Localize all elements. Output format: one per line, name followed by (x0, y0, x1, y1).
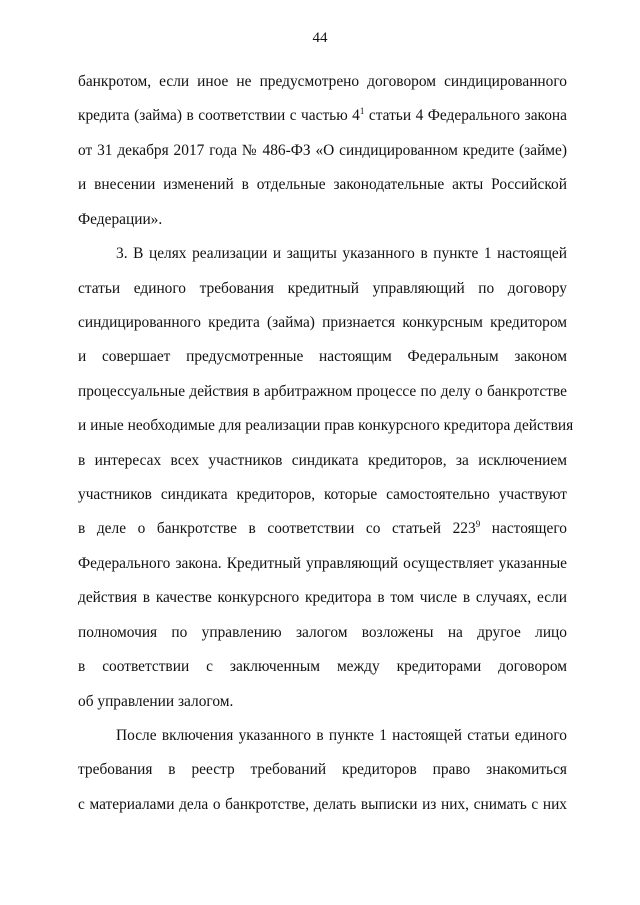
text-line: и внесении изменений в отдельные законодательные акты Российской (78, 176, 567, 193)
text-line: с материалами дела о банкротстве, делать выписки из них, снимать с них (78, 796, 567, 813)
text-line: статьи единого требования кредитный управляющий по договору (78, 280, 567, 297)
text-line: синдицированного кредита (займа) признается конкурсным кредитором (78, 314, 567, 331)
text-line: кредита (займа) в соответствии с частью $4^1$ статьи 4 Федерального закона (78, 106, 567, 124)
page-number: 44 (312, 30, 328, 46)
paragraph-start-line: 3. В целях реализации и защиты указанного в пункте 1 настоящей (116, 245, 567, 262)
text-line: банкротом, если иное не предусмотрено договором синдицированного (78, 73, 567, 90)
text-line: об управлении залогом. (78, 693, 234, 710)
text-line: Федерального закона. Кредитный управляющий осуществляет указанные (78, 555, 567, 572)
text-line: от 31 декабря 2017 года № 486-ФЗ «О синдицированном кредите (займе) (78, 142, 567, 159)
text-line: и иные необходимые для реализации прав конкурсного кредитора действия (78, 417, 574, 434)
text-line: в деле о банкротстве в соответствии со статьей $223^9$ настоящего (78, 519, 567, 537)
text-line: требования в реестр требований кредиторов право знакомиться (78, 761, 567, 778)
superscript: 1 (359, 106, 365, 116)
text-line: участников синдиката кредиторов, которые самостоятельно участвуют (78, 486, 567, 503)
paragraph-start-line: После включения указанного в пункте 1 настоящей статьи единого (116, 727, 567, 744)
text-line: Федерации». (78, 211, 163, 228)
text-line: действия в качестве конкурсного кредитора в том числе в случаях, если (78, 589, 567, 606)
text-line: процессуальные действия в арбитражном процессе по делу о банкротстве (78, 383, 567, 400)
superscript: 9 (475, 519, 481, 529)
text-line: в интересах всех участников синдиката кредиторов, за исключением (78, 452, 567, 469)
text-line: и совершает предусмотренные настоящим Федеральным законом (78, 348, 567, 365)
text-line: в соответствии с заключенным между кредиторами договором (78, 658, 567, 675)
text-line: полномочия по управлению залогом возложены на другое лицо (78, 624, 567, 641)
